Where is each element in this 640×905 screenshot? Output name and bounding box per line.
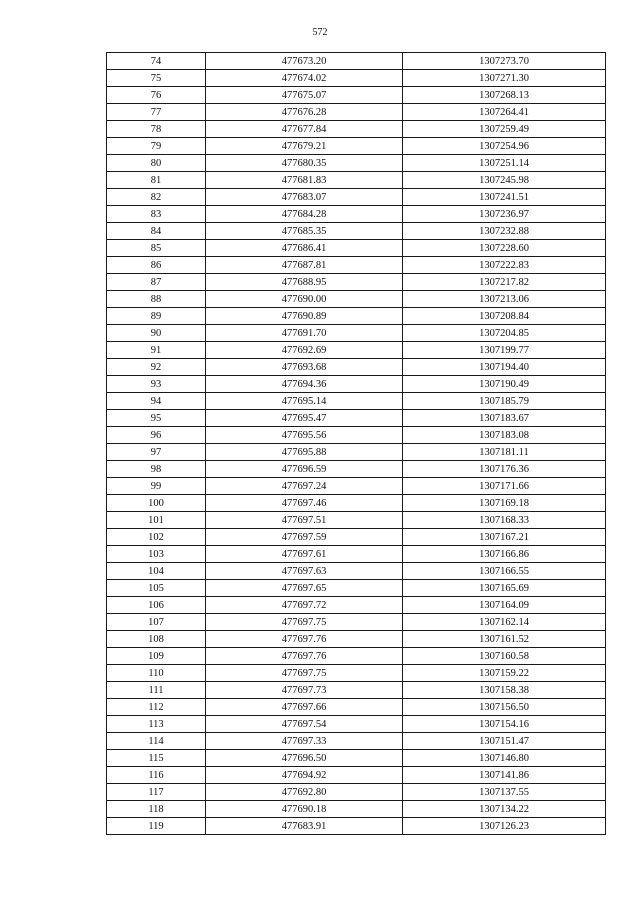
x-coordinate-cell: 477697.54	[206, 716, 403, 733]
y-coordinate-cell: 1307194.40	[403, 359, 606, 376]
y-coordinate-cell: 1307208.84	[403, 308, 606, 325]
x-coordinate-cell: 477694.92	[206, 767, 403, 784]
point-number-cell: 87	[107, 274, 206, 291]
point-number-cell: 97	[107, 444, 206, 461]
point-number-cell: 119	[107, 818, 206, 835]
y-coordinate-cell: 1307126.23	[403, 818, 606, 835]
x-coordinate-cell: 477673.20	[206, 53, 403, 70]
x-coordinate-cell: 477697.63	[206, 563, 403, 580]
x-coordinate-cell: 477693.68	[206, 359, 403, 376]
table-row	[107, 818, 606, 835]
point-number-cell: 99	[107, 478, 206, 495]
y-coordinate-cell: 1307183.08	[403, 427, 606, 444]
point-number-cell: 117	[107, 784, 206, 801]
x-coordinate-cell: 477697.51	[206, 512, 403, 529]
table-row	[107, 614, 606, 631]
y-coordinate-cell: 1307162.14	[403, 614, 606, 631]
table-row	[107, 308, 606, 325]
x-coordinate-cell: 477681.83	[206, 172, 403, 189]
point-number-cell: 113	[107, 716, 206, 733]
table-row	[107, 325, 606, 342]
x-coordinate-cell: 477697.66	[206, 699, 403, 716]
table-row	[107, 444, 606, 461]
point-number-cell: 104	[107, 563, 206, 580]
table-body	[107, 53, 606, 835]
x-coordinate-cell: 477697.65	[206, 580, 403, 597]
y-coordinate-cell: 1307154.16	[403, 716, 606, 733]
point-number-cell: 102	[107, 529, 206, 546]
x-coordinate-cell: 477696.50	[206, 750, 403, 767]
x-coordinate-cell: 477697.75	[206, 665, 403, 682]
x-coordinate-cell: 477697.59	[206, 529, 403, 546]
y-coordinate-cell: 1307190.49	[403, 376, 606, 393]
table-row	[107, 138, 606, 155]
y-coordinate-cell: 1307137.55	[403, 784, 606, 801]
table-row	[107, 733, 606, 750]
y-coordinate-cell: 1307156.50	[403, 699, 606, 716]
point-number-cell: 114	[107, 733, 206, 750]
table-row	[107, 665, 606, 682]
x-coordinate-cell: 477695.56	[206, 427, 403, 444]
y-coordinate-cell: 1307259.49	[403, 121, 606, 138]
table-row	[107, 410, 606, 427]
point-number-cell: 90	[107, 325, 206, 342]
point-number-cell: 92	[107, 359, 206, 376]
table-row	[107, 53, 606, 70]
y-coordinate-cell: 1307146.80	[403, 750, 606, 767]
y-coordinate-cell: 1307222.83	[403, 257, 606, 274]
point-number-cell: 74	[107, 53, 206, 70]
x-coordinate-cell: 477677.84	[206, 121, 403, 138]
point-number-cell: 112	[107, 699, 206, 716]
x-coordinate-cell: 477690.18	[206, 801, 403, 818]
y-coordinate-cell: 1307134.22	[403, 801, 606, 818]
x-coordinate-cell: 477679.21	[206, 138, 403, 155]
x-coordinate-cell: 477697.24	[206, 478, 403, 495]
point-number-cell: 83	[107, 206, 206, 223]
table-row	[107, 597, 606, 614]
x-coordinate-cell: 477676.28	[206, 104, 403, 121]
point-number-cell: 98	[107, 461, 206, 478]
x-coordinate-cell: 477674.02	[206, 70, 403, 87]
y-coordinate-cell: 1307217.82	[403, 274, 606, 291]
point-number-cell: 110	[107, 665, 206, 682]
x-coordinate-cell: 477690.00	[206, 291, 403, 308]
x-coordinate-cell: 477687.81	[206, 257, 403, 274]
y-coordinate-cell: 1307165.69	[403, 580, 606, 597]
x-coordinate-cell: 477696.59	[206, 461, 403, 478]
point-number-cell: 86	[107, 257, 206, 274]
table-row	[107, 206, 606, 223]
x-coordinate-cell: 477680.35	[206, 155, 403, 172]
table-row	[107, 121, 606, 138]
y-coordinate-cell: 1307268.13	[403, 87, 606, 104]
x-coordinate-cell: 477686.41	[206, 240, 403, 257]
point-number-cell: 78	[107, 121, 206, 138]
x-coordinate-cell: 477697.73	[206, 682, 403, 699]
table-row	[107, 393, 606, 410]
y-coordinate-cell: 1307185.79	[403, 393, 606, 410]
x-coordinate-cell: 477695.47	[206, 410, 403, 427]
table-row	[107, 546, 606, 563]
point-number-cell: 80	[107, 155, 206, 172]
table-row	[107, 70, 606, 87]
x-coordinate-cell: 477695.88	[206, 444, 403, 461]
point-number-cell: 109	[107, 648, 206, 665]
y-coordinate-cell: 1307160.58	[403, 648, 606, 665]
x-coordinate-cell: 477691.70	[206, 325, 403, 342]
table-row	[107, 223, 606, 240]
table-row	[107, 495, 606, 512]
y-coordinate-cell: 1307245.98	[403, 172, 606, 189]
table-row	[107, 155, 606, 172]
table-row	[107, 512, 606, 529]
table-row	[107, 648, 606, 665]
y-coordinate-cell: 1307236.97	[403, 206, 606, 223]
point-number-cell: 101	[107, 512, 206, 529]
table-row	[107, 580, 606, 597]
point-number-cell: 105	[107, 580, 206, 597]
y-coordinate-cell: 1307251.14	[403, 155, 606, 172]
point-number-cell: 77	[107, 104, 206, 121]
x-coordinate-cell: 477697.75	[206, 614, 403, 631]
point-number-cell: 82	[107, 189, 206, 206]
coordinates-table	[106, 52, 606, 835]
x-coordinate-cell: 477683.07	[206, 189, 403, 206]
y-coordinate-cell: 1307168.33	[403, 512, 606, 529]
y-coordinate-cell: 1307171.66	[403, 478, 606, 495]
table-row	[107, 699, 606, 716]
y-coordinate-cell: 1307151.47	[403, 733, 606, 750]
y-coordinate-cell: 1307141.86	[403, 767, 606, 784]
point-number-cell: 84	[107, 223, 206, 240]
point-number-cell: 116	[107, 767, 206, 784]
y-coordinate-cell: 1307273.70	[403, 53, 606, 70]
y-coordinate-cell: 1307166.55	[403, 563, 606, 580]
point-number-cell: 95	[107, 410, 206, 427]
x-coordinate-cell: 477697.61	[206, 546, 403, 563]
x-coordinate-cell: 477697.46	[206, 495, 403, 512]
y-coordinate-cell: 1307161.52	[403, 631, 606, 648]
x-coordinate-cell: 477690.89	[206, 308, 403, 325]
x-coordinate-cell: 477685.35	[206, 223, 403, 240]
x-coordinate-cell: 477692.80	[206, 784, 403, 801]
point-number-cell: 79	[107, 138, 206, 155]
point-number-cell: 93	[107, 376, 206, 393]
y-coordinate-cell: 1307169.18	[403, 495, 606, 512]
table-row	[107, 784, 606, 801]
y-coordinate-cell: 1307164.09	[403, 597, 606, 614]
table-row	[107, 461, 606, 478]
point-number-cell: 75	[107, 70, 206, 87]
y-coordinate-cell: 1307167.21	[403, 529, 606, 546]
table-row	[107, 563, 606, 580]
table-row	[107, 631, 606, 648]
point-number-cell: 118	[107, 801, 206, 818]
y-coordinate-cell: 1307166.86	[403, 546, 606, 563]
x-coordinate-cell: 477683.91	[206, 818, 403, 835]
point-number-cell: 103	[107, 546, 206, 563]
point-number-cell: 76	[107, 87, 206, 104]
y-coordinate-cell: 1307254.96	[403, 138, 606, 155]
y-coordinate-cell: 1307232.88	[403, 223, 606, 240]
table-row	[107, 87, 606, 104]
table-row	[107, 104, 606, 121]
point-number-cell: 89	[107, 308, 206, 325]
point-number-cell: 108	[107, 631, 206, 648]
x-coordinate-cell: 477697.33	[206, 733, 403, 750]
table-row	[107, 427, 606, 444]
table-row	[107, 291, 606, 308]
point-number-cell: 111	[107, 682, 206, 699]
table-row	[107, 376, 606, 393]
table-row	[107, 682, 606, 699]
page-number: 572	[312, 27, 328, 38]
y-coordinate-cell: 1307271.30	[403, 70, 606, 87]
y-coordinate-cell: 1307159.22	[403, 665, 606, 682]
x-coordinate-cell: 477697.76	[206, 631, 403, 648]
point-number-cell: 81	[107, 172, 206, 189]
point-number-cell: 107	[107, 614, 206, 631]
point-number-cell: 106	[107, 597, 206, 614]
x-coordinate-cell: 477697.76	[206, 648, 403, 665]
x-coordinate-cell: 477695.14	[206, 393, 403, 410]
table-row	[107, 478, 606, 495]
point-number-cell: 115	[107, 750, 206, 767]
table-row	[107, 750, 606, 767]
y-coordinate-cell: 1307213.06	[403, 291, 606, 308]
x-coordinate-cell: 477688.95	[206, 274, 403, 291]
y-coordinate-cell: 1307264.41	[403, 104, 606, 121]
point-number-cell: 94	[107, 393, 206, 410]
table-row	[107, 189, 606, 206]
x-coordinate-cell: 477694.36	[206, 376, 403, 393]
table-row	[107, 359, 606, 376]
table-row	[107, 716, 606, 733]
y-coordinate-cell: 1307183.67	[403, 410, 606, 427]
y-coordinate-cell: 1307158.38	[403, 682, 606, 699]
x-coordinate-cell: 477675.07	[206, 87, 403, 104]
y-coordinate-cell: 1307199.77	[403, 342, 606, 359]
point-number-cell: 100	[107, 495, 206, 512]
table-row	[107, 257, 606, 274]
y-coordinate-cell: 1307181.11	[403, 444, 606, 461]
x-coordinate-cell: 477692.69	[206, 342, 403, 359]
y-coordinate-cell: 1307176.36	[403, 461, 606, 478]
table-row	[107, 240, 606, 257]
table-row	[107, 342, 606, 359]
table-row	[107, 529, 606, 546]
point-number-cell: 88	[107, 291, 206, 308]
x-coordinate-cell: 477684.28	[206, 206, 403, 223]
y-coordinate-cell: 1307228.60	[403, 240, 606, 257]
table-row	[107, 172, 606, 189]
x-coordinate-cell: 477697.72	[206, 597, 403, 614]
y-coordinate-cell: 1307241.51	[403, 189, 606, 206]
point-number-cell: 96	[107, 427, 206, 444]
point-number-cell: 85	[107, 240, 206, 257]
table-row	[107, 767, 606, 784]
point-number-cell: 91	[107, 342, 206, 359]
table-row	[107, 801, 606, 818]
table-row	[107, 274, 606, 291]
y-coordinate-cell: 1307204.85	[403, 325, 606, 342]
